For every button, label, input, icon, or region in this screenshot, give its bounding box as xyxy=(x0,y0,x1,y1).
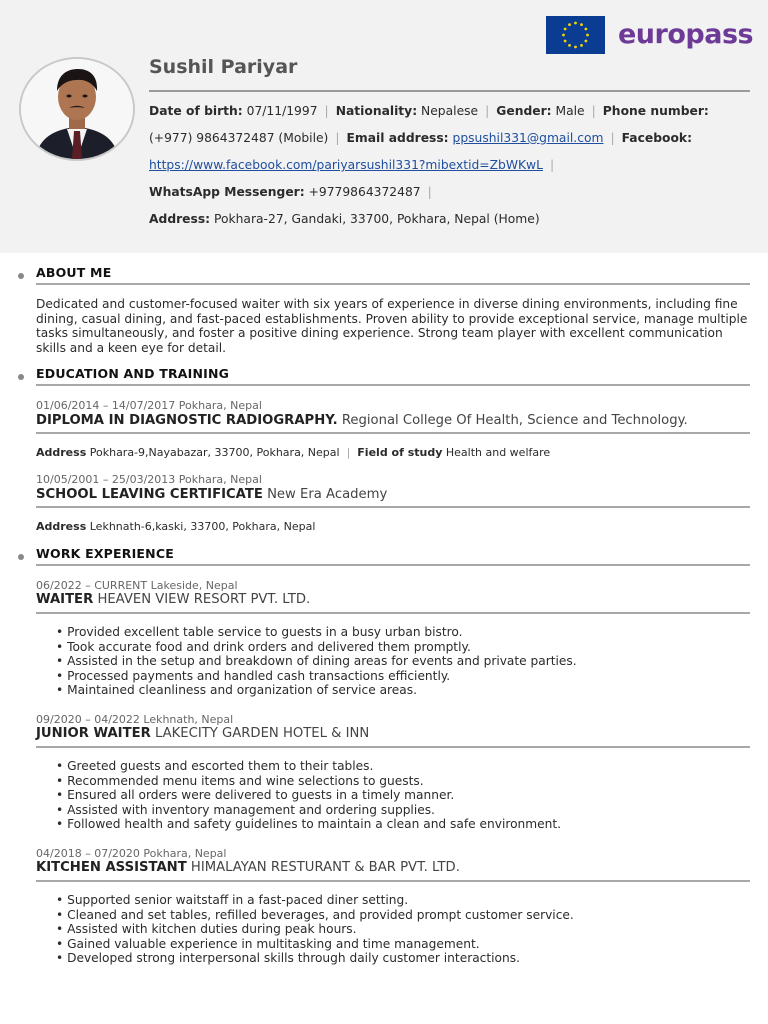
address-value: Pokhara-27, Gandaki, 33700, Pokhara, Nepal (Home) xyxy=(214,212,540,226)
job-dates: 09/2020 – 04/2022 Lekhnath, Nepal xyxy=(36,713,234,726)
eu-star xyxy=(580,23,583,26)
entry-divider xyxy=(36,432,750,434)
eu-star xyxy=(568,44,571,47)
education-title xyxy=(36,413,688,428)
education-details xyxy=(36,446,550,459)
email-link[interactable]: ppsushil331@gmail.com xyxy=(452,131,604,145)
institution: Regional College Of Health, Science and Technology. xyxy=(341,413,688,428)
eu-star xyxy=(564,40,567,43)
dob-label: Date of birth: xyxy=(149,104,243,118)
job-role: WAITER xyxy=(36,592,94,607)
facebook-link[interactable]: https://www.facebook.com/pariyarsushil331?mibextid=ZbWKwL xyxy=(149,158,543,172)
gender-label: Gender: xyxy=(496,104,552,118)
separator: | xyxy=(427,185,432,199)
avatar-illustration xyxy=(21,59,133,159)
section-bullet-icon xyxy=(18,554,24,560)
eu-star xyxy=(580,44,583,47)
personal-info-line-3 xyxy=(149,158,561,172)
job-role: KITCHEN ASSISTANT xyxy=(36,860,187,875)
list-item: • Greeted guests and escorted them to their tables. xyxy=(56,759,561,774)
europass-wordmark: europass xyxy=(618,19,754,50)
personal-info-line-1 xyxy=(149,104,709,118)
section-divider xyxy=(36,564,750,566)
about-text: Dedicated and customer-focused waiter with six years of experience in diverse dining environments, including fine dining, casual dining, and fast-paced establishments. Proven ability to provide exceptional service, manage multiple tasks simultaneously, and foster a positive dining experience. Strong team player with excellent communication skills and a keen eye for detail. xyxy=(36,297,748,355)
job-employer: LAKECITY GARDEN HOTEL & INN xyxy=(154,726,370,741)
education-dates: 01/06/2014 – 14/07/2017 Pokhara, Nepal xyxy=(36,399,262,412)
europass-logo xyxy=(546,16,754,54)
list-item: • Cleaned and set tables, refilled beverages, and provided prompt customer service. xyxy=(56,908,574,923)
entry-divider xyxy=(36,880,750,882)
list-item: • Processed payments and handled cash transactions efficiently. xyxy=(56,669,577,684)
eu-flag-icon xyxy=(546,16,605,54)
qualification: DIPLOMA IN DIAGNOSTIC RADIOGRAPHY. xyxy=(36,413,338,428)
eu-star xyxy=(584,40,587,43)
whatsapp-label: WhatsApp Messenger: xyxy=(149,185,305,199)
separator: | xyxy=(591,104,596,118)
address-value: Pokhara-9,Nayabazar, 33700, Pokhara, Nepal xyxy=(89,446,340,459)
field-label: Field of study xyxy=(357,446,443,459)
separator: | xyxy=(324,104,329,118)
job-dates: 06/2022 – CURRENT Lakeside, Nepal xyxy=(36,579,238,592)
education-dates: 10/05/2001 – 25/03/2013 Pokhara, Nepal xyxy=(36,473,262,486)
education-details xyxy=(36,520,315,533)
list-item: • Provided excellent table service to guests in a busy urban bistro. xyxy=(56,625,577,640)
list-item: • Took accurate food and drink orders and delivered them promptly. xyxy=(56,640,577,655)
section-title-work: WORK EXPERIENCE xyxy=(36,546,174,561)
institution: New Era Academy xyxy=(267,487,388,502)
avatar xyxy=(19,57,135,161)
section-title-education: EDUCATION AND TRAINING xyxy=(36,366,230,381)
eu-star xyxy=(586,34,589,37)
job-title xyxy=(36,726,369,741)
list-item: • Assisted with inventory management and ordering supplies. xyxy=(56,803,561,818)
separator: | xyxy=(610,131,615,145)
job-employer: HIMALAYAN RESTURANT & BAR PVT. LTD. xyxy=(190,860,460,875)
list-item: • Assisted with kitchen duties during peak hours. xyxy=(56,922,574,937)
address-value: Lekhnath-6,kaski, 33700, Pokhara, Nepal xyxy=(89,520,316,533)
section-bullet-icon xyxy=(18,273,24,279)
education-title xyxy=(36,487,387,502)
section-divider xyxy=(36,283,750,285)
personal-info-line-5 xyxy=(149,212,540,226)
list-item: • Gained valuable experience in multitasking and time management. xyxy=(56,937,574,952)
whatsapp-value: +9779864372487 xyxy=(308,185,421,199)
list-item: • Supported senior waitstaff in a fast-paced diner setting. xyxy=(56,893,574,908)
entry-divider xyxy=(36,506,750,508)
job-duties-list xyxy=(56,625,577,698)
separator: | xyxy=(485,104,490,118)
header-band xyxy=(0,0,768,253)
job-employer: HEAVEN VIEW RESORT PVT. LTD. xyxy=(97,592,311,607)
phone-label: Phone number: xyxy=(602,104,709,118)
list-item: • Ensured all orders were delivered to guests in a timely manner. xyxy=(56,788,561,803)
eu-star xyxy=(574,22,577,25)
dob-value: 07/11/1997 xyxy=(246,104,318,118)
qualification: SCHOOL LEAVING CERTIFICATE xyxy=(36,487,263,502)
list-item: • Recommended menu items and wine selections to guests. xyxy=(56,774,561,789)
list-item: • Maintained cleanliness and organization of service areas. xyxy=(56,683,577,698)
eu-stars xyxy=(546,16,605,54)
eu-star xyxy=(584,28,587,31)
entry-divider xyxy=(36,612,750,614)
personal-info-line-2 xyxy=(149,131,692,145)
person-name: Sushil Pariyar xyxy=(149,56,298,78)
field-value: Health and welfare xyxy=(445,446,551,459)
address-label: Address xyxy=(36,520,87,533)
eu-star xyxy=(568,23,571,26)
entry-divider xyxy=(36,746,750,748)
eu-star xyxy=(564,28,567,31)
gender-value: Male xyxy=(555,104,585,118)
separator: | xyxy=(346,446,351,459)
phone-value: (+977) 9864372487 (Mobile) xyxy=(149,131,329,145)
address-label: Address: xyxy=(149,212,211,226)
job-duties-list xyxy=(56,893,574,966)
personal-info-line-4 xyxy=(149,185,439,199)
separator: | xyxy=(335,131,340,145)
section-bullet-icon xyxy=(18,374,24,380)
section-divider xyxy=(36,384,750,386)
eu-star xyxy=(574,46,577,49)
address-label: Address xyxy=(36,446,87,459)
job-role: JUNIOR WAITER xyxy=(36,726,151,741)
list-item: • Assisted in the setup and breakdown of dining areas for events and private parties. xyxy=(56,654,577,669)
email-label: Email address: xyxy=(346,131,449,145)
job-title xyxy=(36,592,310,607)
nationality-label: Nationality: xyxy=(335,104,418,118)
eu-star xyxy=(562,34,565,37)
name-divider xyxy=(149,90,750,92)
section-title-about: ABOUT ME xyxy=(36,265,112,280)
facebook-label: Facebook: xyxy=(621,131,693,145)
list-item: • Developed strong interpersonal skills through daily customer interactions. xyxy=(56,951,574,966)
nationality-value: Nepalese xyxy=(421,104,479,118)
job-duties-list xyxy=(56,759,561,832)
job-dates: 04/2018 – 07/2020 Pokhara, Nepal xyxy=(36,847,227,860)
job-title xyxy=(36,860,460,875)
separator: | xyxy=(549,158,555,172)
list-item: • Followed health and safety guidelines to maintain a clean and safe environment. xyxy=(56,817,561,832)
